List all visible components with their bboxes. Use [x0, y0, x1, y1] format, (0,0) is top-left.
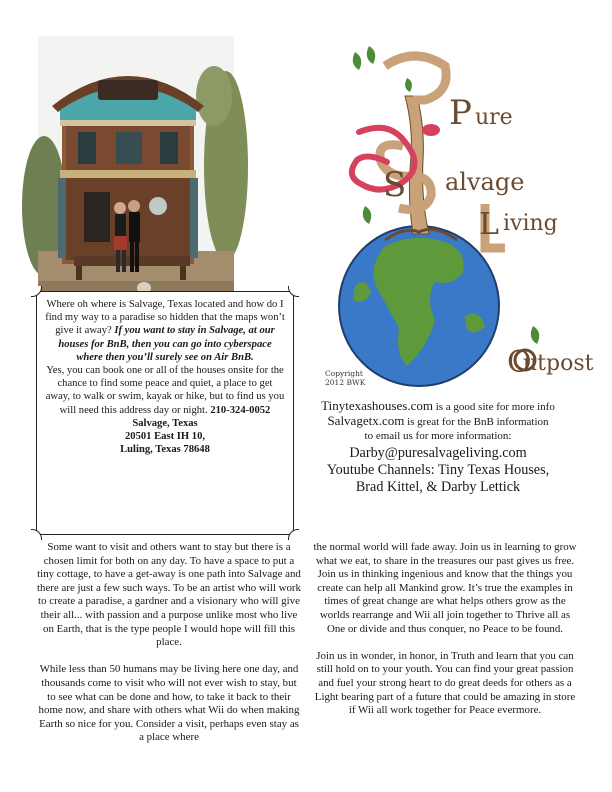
- logo-word-outpost-rest: utpost: [523, 351, 594, 376]
- box-corner-ornament: [31, 529, 42, 540]
- logo-word-outpost: O: [507, 345, 532, 380]
- address-line-2: 20501 East IH 10,: [124, 431, 206, 443]
- email-address[interactable]: Darby@puresalvageliving.com: [349, 445, 527, 461]
- logo-word-salvage-rest: alvage: [445, 168, 525, 196]
- address-line-1: Salvage, Texas: [132, 417, 198, 429]
- box-corner-ornament: [288, 529, 299, 540]
- pure-salvage-living-logo: [295, 36, 594, 392]
- infobox-intro: Where oh where is Salvage, Texas located and how do I find my way to a paradise so hidden that the maps won’t give it away?: [45, 299, 285, 337]
- logo-word-pure: P: [449, 93, 472, 133]
- left-paragraph-2: While less than 50 humans may be living here one day, and thousands come to visit who will not ever wish to stay, but to see what can be done and how, to take it back to their home now, and share with others what Wii do when making Earth so nice for you. Consider a visit, perhaps even stay as a place where: [38, 663, 300, 744]
- box-corner-ornament: [31, 286, 42, 297]
- copyright-line-1: Copyright: [325, 369, 363, 378]
- location-info-box: [36, 291, 294, 535]
- logo-word-living: L: [479, 207, 499, 242]
- site2-link[interactable]: Salvagetx.com: [327, 413, 405, 428]
- infobox-emphasis: If you want to stay in Salvage, at our houses for BnB, then you can go into cyberspace where then you’ll surely see on Air BnB.: [58, 325, 275, 363]
- logo-word-pure-rest: ure: [475, 105, 513, 130]
- body-column-right: [312, 541, 578, 718]
- infobox-booking: Yes, you can book one or all of the houses onsite for the chance to find some peace and quiet, a place to get away, to walk or swim, kayak or hike, but to find us you will need this address day or night. 210-324-0052: [45, 365, 285, 416]
- left-paragraph-1: Some want to visit and others want to stay but there is a chosen limit for both on any day. To have a space to put a tiny cottage, to have a get-away is one path into Salvage and there are just a few such ways. To be an artist who will work to create a paradise, a gardner and a visionary who will give their all... with passion and a purpose unlike most who live on Earth, that is the type people I would hope will fill this place.: [37, 541, 301, 649]
- youtube-line-2: Brad Kittel, & Darby Lettick: [355, 479, 521, 495]
- contact-info: [300, 399, 576, 496]
- logo-word-salvage: S: [383, 165, 407, 205]
- right-paragraph-1: the normal world will fade away. Join us in learning to grow what we eat, to share in the treasures our past gives us free. Join us in thinking ingenious and know that the things you create can help all Mankind grow. It’s true the examples in times of great change are what helps others grow as the worlds rearrange and Wii all join together to Thrive all as One or divide and thus conquer, no Peace to be found.: [313, 541, 577, 635]
- site2-line: Salvagetx.com is great for the BnB information: [327, 413, 549, 428]
- logo-word-living-rest: iving: [503, 211, 558, 236]
- site1-line: Tinytexashouses.com is a good site for more info: [321, 398, 555, 413]
- email-intro: to email us for more information:: [364, 430, 512, 442]
- youtube-line-1: Youtube Channels: Tiny Texas Houses,: [326, 462, 550, 478]
- right-paragraph-2: Join us in wonder, in honor, in Truth and learn that you can still hold on to your youth. You can find your great passion and fuel your strong heart to do great deeds for others as a Light bearing part of a future that could be amazing in store if Wii all work together for Peace evermore.: [314, 649, 576, 717]
- address-line-3: Luling, Texas 78648: [120, 444, 210, 456]
- tiny-house-photo: [38, 36, 234, 298]
- site1-link[interactable]: Tinytexashouses.com: [321, 398, 433, 413]
- phone-number: 210-324-0052: [210, 404, 271, 416]
- body-column-left: [36, 541, 302, 745]
- copyright-line-2: 2012 BWK: [325, 378, 366, 387]
